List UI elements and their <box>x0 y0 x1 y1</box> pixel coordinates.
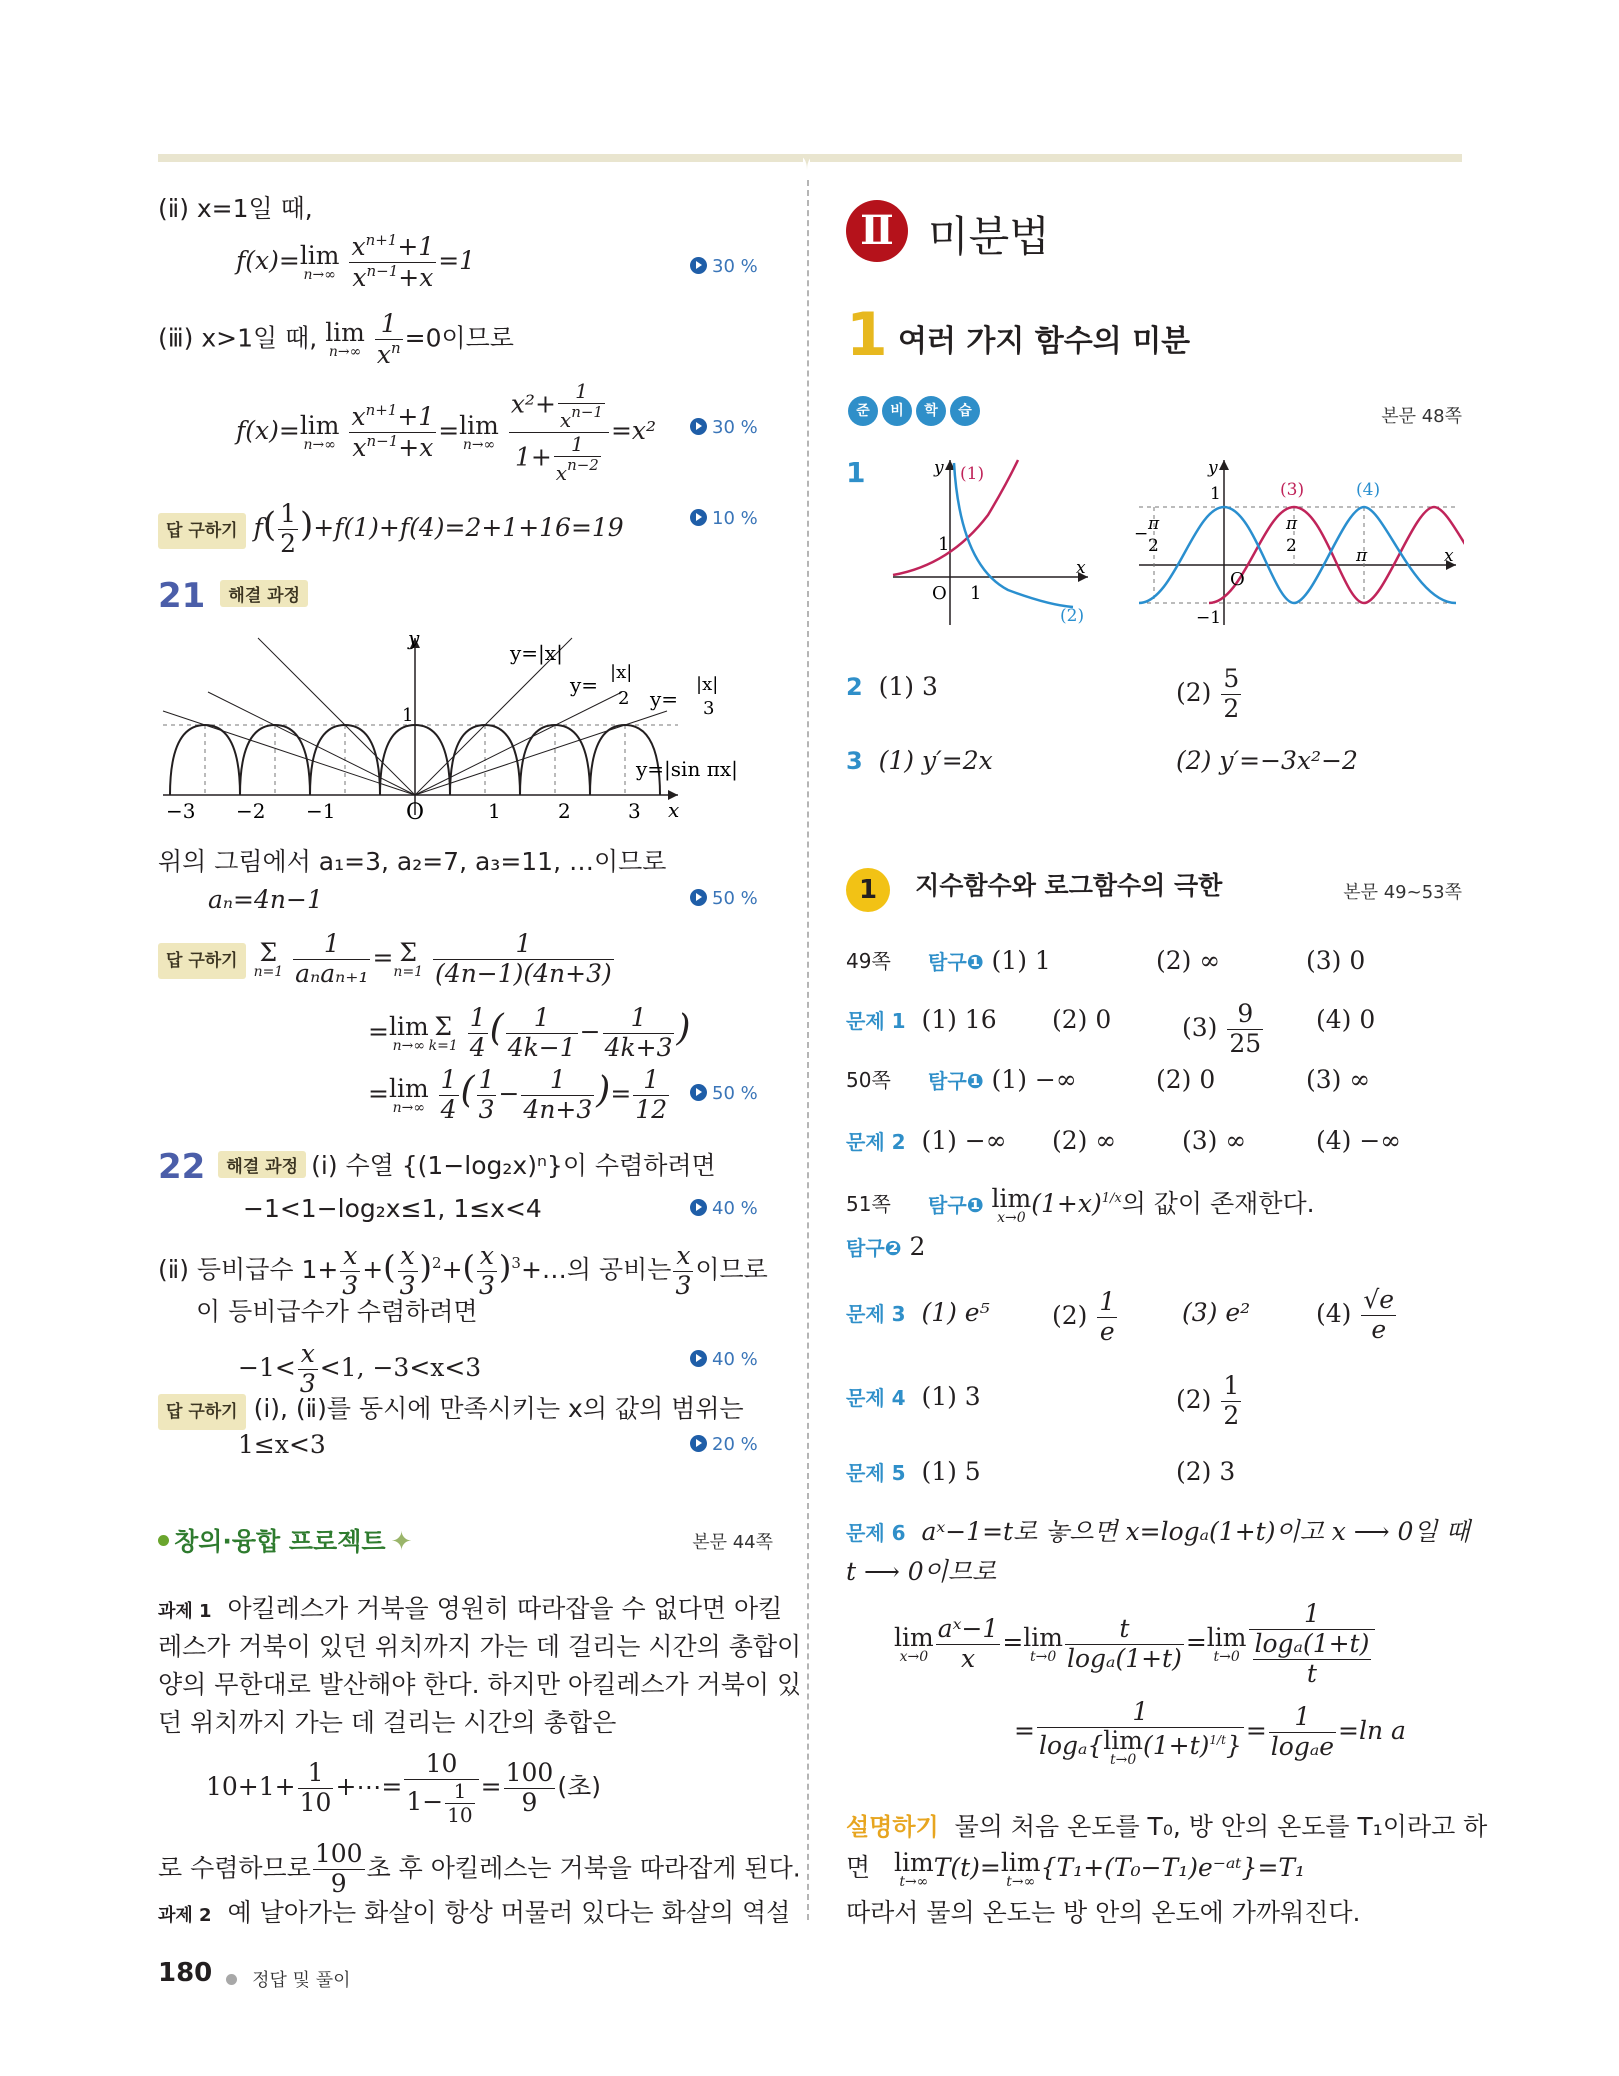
problem-22-header <box>158 1147 716 1187</box>
page-number: 180 <box>158 1958 213 1988</box>
svg-text:x: x <box>1444 546 1454 566</box>
svg-text:3: 3 <box>628 799 641 820</box>
prep-ref: 본문 48쪽 <box>1381 406 1462 427</box>
task1-line3: 양의 무한대로 발산해야 한다. 하지만 아킬레스가 거북이 있 <box>158 1670 802 1699</box>
score-arrow-icon <box>690 1199 707 1216</box>
problem-21-header <box>158 576 308 616</box>
explain-line1: 설명하기 물의 처음 온도를 T₀, 방 안의 온도를 T₁이라고 하 <box>846 1812 1488 1841</box>
svg-text:−3: −3 <box>166 799 196 820</box>
prep-q3: 3 (1) y′=2x <box>846 746 993 775</box>
svg-text:1: 1 <box>938 534 950 555</box>
problem1-b: (2) 0 <box>1052 1005 1112 1034</box>
svg-text:1: 1 <box>970 583 982 604</box>
answer-tag: 답 구하기 <box>158 1394 246 1430</box>
project-header <box>158 1522 773 1558</box>
case3-heading: (ⅲ) x>1일 때, <box>158 323 318 353</box>
task1-tag: 과제 1 <box>158 1601 212 1622</box>
solve-tag: 해결 과정 <box>220 580 308 607</box>
case3-tail: =0이므로 <box>404 323 514 353</box>
task1-conclusion: 로 수렴하므로 $\frac{100}{9}$ 초 후 아킬레스는 거북을 따라잡게 된다. <box>158 1839 801 1898</box>
problem6-eq2: = 1 logₐ{lim t→0 $(1+t)^{1/t}$} = $\frac{1}{\text{logₐe}}$ =ln a <box>1014 1697 1406 1768</box>
row-50c: (3) ∞ <box>1306 1065 1371 1094</box>
score-40-b: 40 % <box>690 1349 758 1370</box>
p22-line3: (ⅱ) 등비급수 1+ $\frac{x}{3}$ +( $\frac{x}{3}$ )$^2$+( $\frac{x}{3}$ )$^3$+…의 공비는 $\frac{x}{3}$ 이므로 <box>158 1241 768 1300</box>
explain-line3: 따라서 물의 온도는 방 안의 온도에 가까워진다. <box>846 1898 1361 1927</box>
problem-21-number: 21 <box>158 576 206 616</box>
puzzle-icon: ✦ <box>390 1527 413 1557</box>
score-arrow-icon <box>690 1435 707 1452</box>
row-49b: (2) ∞ <box>1156 946 1221 975</box>
problem3-d: (4) $\frac{√e}{e}$ <box>1316 1285 1395 1344</box>
score-30-a: 30 % <box>690 256 758 277</box>
case3-line: (ⅲ) x>1일 때, lim n→∞ $\frac{1}{x^n}$ =0이므로 <box>158 309 514 369</box>
footer-label-group <box>226 1966 350 1992</box>
problem1-c: (3) $\frac{9}{25}$ <box>1182 999 1262 1058</box>
page-49-label: 49쪽 <box>846 949 891 973</box>
task1-line4: 던 위치까지 가는 데 걸리는 시간의 총합은 <box>158 1708 617 1737</box>
svg-text:y: y <box>1208 458 1218 478</box>
svg-text:π: π <box>1286 514 1298 534</box>
task2-line: 과제 2 예 날아가는 화살이 항상 머물러 있다는 화살의 역설 <box>158 1898 791 1927</box>
row-49c: (3) 0 <box>1306 946 1366 975</box>
score-50-a: 50 % <box>690 888 758 909</box>
svg-text:O: O <box>1230 569 1245 590</box>
svg-text:−1: −1 <box>1196 608 1222 628</box>
row-51b: 탐구❷ 2 <box>846 1232 926 1261</box>
svg-text:−2: −2 <box>236 799 266 820</box>
case3-equation: f(x)=lim n→∞ $\frac{x^{n+1}+1}{x^{n-1}+x}$ =lim n→∞ x²+ $\frac{1}{x^{n-1}}$ 1+ $\frac{1}{x^{n-2}}$ =x² <box>236 379 657 485</box>
top-rule-right <box>810 154 1462 162</box>
problem4-row: 문제 4 (1) 3 <box>846 1382 981 1411</box>
graph-sin-cos <box>1134 455 1464 635</box>
project-ref: 본문 44쪽 <box>692 1532 773 1553</box>
column-divider <box>807 180 809 1920</box>
score-20: 20 % <box>690 1434 758 1455</box>
top-rule-notch <box>796 154 818 176</box>
topic-header <box>846 866 1462 912</box>
label-one: 1 <box>402 705 414 726</box>
p21-sum-line2: =lim n→∞ Σ k=1 $\frac{1}{4}$ ( $\frac{1}{4k-1}$ − $\frac{1}{4k+3}$ ) <box>368 1003 691 1062</box>
problem6-line1: 문제 6 aˣ−1=t로 놓으면 x=logₐ(1+t)이고 x ⟶ 0일 때 <box>846 1517 1470 1546</box>
problem2-row: 문제 2 (1) −∞ <box>846 1126 1007 1155</box>
label-y-half-1: y= <box>570 673 599 697</box>
answer-tag: 답 구하기 <box>158 513 246 549</box>
svg-text:1: 1 <box>1210 484 1221 504</box>
page-50-label: 50쪽 <box>846 1068 891 1092</box>
svg-text:y: y <box>934 458 944 478</box>
curve-4 <box>1139 507 1456 603</box>
svg-text:π: π <box>1356 546 1368 566</box>
score-arrow-icon <box>690 1350 707 1367</box>
svg-text:2: 2 <box>1286 536 1297 556</box>
p21-sum-line1: 답 구하기 Σ n=1 $\frac{1}{\text{aₙaₙ₊₁}}$ = Σ n=1 $\frac{1}{(4n-1)(4n+3)}$ <box>158 930 616 989</box>
svg-text:(4): (4) <box>1356 480 1381 500</box>
label-y-third-1: y= <box>650 687 679 711</box>
problem-22-number: 22 <box>158 1147 206 1187</box>
svg-text:1: 1 <box>488 799 501 820</box>
problem1-d: (4) 0 <box>1316 1005 1376 1034</box>
answer-20-line: 답 구하기 f( $\frac{1}{2}$ )+f(1)+f(4)=2+1+16=19 <box>158 500 624 559</box>
problem1-row: 문제 1 (1) 16 <box>846 1005 997 1034</box>
answer-tag: 답 구하기 <box>158 943 246 979</box>
score-30-b: 30 % <box>690 417 758 438</box>
task1-line2: 레스가 거북이 있던 위치까지 가는 데 걸리는 시간의 총합이 <box>158 1632 802 1661</box>
x-label: x <box>668 798 680 820</box>
footer-dot-icon <box>226 1974 237 1985</box>
y-label: y <box>408 630 420 650</box>
score-arrow-icon <box>690 257 707 274</box>
graph-21 <box>158 630 778 820</box>
svg-text:2: 2 <box>558 799 571 820</box>
problem3-row: 문제 3 (1) e⁵ <box>846 1298 990 1327</box>
label-y-third-2: |x| <box>696 674 719 695</box>
row-50: 탐구❶ (1) −∞ <box>928 1065 1077 1094</box>
problem2-d: (4) −∞ <box>1316 1126 1402 1155</box>
p21-line1: 위의 그림에서 a₁=3, a₂=7, a₃=11, …이므로 <box>158 847 667 876</box>
origin-label: O <box>406 800 425 820</box>
problem6-line2: t ⟶ 0이므로 <box>846 1557 997 1586</box>
prep-q2b: (2) $\frac{5}{2}$ <box>1176 664 1240 723</box>
problem2-c: (3) ∞ <box>1182 1126 1247 1155</box>
p21-line2: aₙ=4n−1 <box>208 885 323 914</box>
problem6-eq1: lim x→0 $\frac{\text{aˣ−1}}{x}$ =lim t→0 $\frac{t}{\text{logₐ(1+t)}}$ =lim t→0 $\frac{1}{\frac{\text{logₐ(1+t)}}{t}}$ <box>894 1600 1377 1688</box>
label-y-abs-x: y=|x| <box>510 641 563 665</box>
p22-line5: −1< $\frac{x}{3}$ <1, −3<x<3 <box>238 1339 482 1398</box>
svg-text:−1: −1 <box>306 799 336 820</box>
topic-ref: 본문 49~53쪽 <box>1343 882 1462 903</box>
score-arrow-icon <box>690 1084 707 1101</box>
page-51-label: 51쪽 <box>846 1192 891 1216</box>
row-51: 탐구❶ lim x→0 $(1+x)^{1/x}$의 값이 존재한다. <box>928 1184 1315 1226</box>
chapter-badge: Ⅱ <box>846 200 908 262</box>
score-50-b: 50 % <box>690 1083 758 1104</box>
label-y-abs-sin: y=|sin πx| <box>636 757 738 781</box>
p21-sum-line3: =lim n→∞ $\frac{1}{4}$ ( $\frac{1}{3}$ − $\frac{1}{4n+3}$ )= $\frac{1}{12}$ <box>368 1065 668 1124</box>
solve-tag: 해결 과정 <box>218 1151 306 1178</box>
prep-q3b: (2) y′=−3x²−2 <box>1176 746 1358 775</box>
project-title: 창의·융합 프로젝트 <box>174 1527 386 1556</box>
row-49: 탐구❶ (1) 1 <box>928 946 1051 975</box>
prep-badges: 준 비 학 습 <box>848 396 980 426</box>
problem3-b: (2) $\frac{1}{e}$ <box>1052 1287 1116 1346</box>
score-10: 10 % <box>690 508 758 529</box>
svg-text:(1): (1) <box>960 464 985 484</box>
prep-q1: 1 <box>846 456 866 489</box>
top-rule-left <box>158 154 803 162</box>
topic-number: 1 <box>846 868 890 912</box>
explain-line2: 면 lim t→∞ T(t)=lim t→∞ {T₁+(T₀−T₁)e⁻ᵃᵗ}=T₁ <box>846 1848 1306 1890</box>
score-arrow-icon <box>690 889 707 906</box>
label-y-half-2: |x| <box>610 662 633 683</box>
problem5-b: (2) 3 <box>1176 1457 1236 1486</box>
task1-line1: 과제 1 아킬레스가 거북을 영원히 따라잡을 수 없다면 아킬 <box>158 1594 783 1623</box>
chapter-title: 미분법 <box>928 212 1050 261</box>
graph-exp-log <box>888 455 1098 635</box>
problem3-c: (3) e² <box>1182 1298 1251 1327</box>
prep-q2: 2 (1) 3 <box>846 672 938 701</box>
score-arrow-icon <box>690 509 707 526</box>
p22-answer2: 1≤x<3 <box>238 1430 326 1459</box>
score-40-a: 40 % <box>690 1198 758 1219</box>
case2-heading: (ⅱ) x=1일 때, <box>158 194 313 223</box>
svg-text:−: − <box>1134 524 1149 544</box>
bullet-icon <box>158 1535 169 1546</box>
task2-tag: 과제 2 <box>158 1905 212 1926</box>
svg-text:2: 2 <box>1148 536 1159 556</box>
case2-equation: f(x)=lim n→∞ $\frac{x^{n+1}+1}{x^{n-1}+x}$ =1 <box>236 231 476 292</box>
section-number: 1 <box>846 300 888 370</box>
topic-title: 지수함수와 로그함수의 극한 <box>915 871 1223 900</box>
label-y-half-3: 2 <box>618 688 630 709</box>
task1-sum: 10+1+ $\frac{1}{10}$ +⋯= 10 1− $\frac{1}{10}$ = $\frac{100}{9}$ (초) <box>206 1749 601 1827</box>
row-50b: (2) 0 <box>1156 1065 1216 1094</box>
svg-text:x: x <box>1076 558 1086 578</box>
x-tick-labels <box>166 799 641 820</box>
svg-text:π: π <box>1148 514 1160 534</box>
p22-line4: 이 등비급수가 수렴하려면 <box>196 1297 478 1326</box>
label-y-third-3: 3 <box>703 698 715 719</box>
svg-text:O: O <box>932 583 947 604</box>
p22-answer: 답 구하기 (ⅰ), (ⅱ)를 동시에 만족시키는 x의 값의 범위는 <box>158 1392 744 1430</box>
section-title: 여러 가지 함수의 미분 <box>898 324 1191 359</box>
problem2-b: (2) ∞ <box>1052 1126 1117 1155</box>
svg-text:(3): (3) <box>1280 480 1305 500</box>
footer-label: 정답 및 풀이 <box>252 1970 351 1991</box>
p22-line2: −1<1−log₂x≤1, 1≤x<4 <box>243 1194 542 1223</box>
svg-text:(2): (2) <box>1060 606 1085 626</box>
problem4-b: (2) $\frac{1}{2}$ <box>1176 1371 1240 1430</box>
score-arrow-icon <box>690 418 707 435</box>
p22-line1: (ⅰ) 수열 {(1−log₂x)ⁿ}이 수렴하려면 <box>311 1151 716 1180</box>
problem5-row: 문제 5 (1) 5 <box>846 1457 981 1486</box>
answer-20-text: +f(1)+f(4)=2+1+16=19 <box>313 512 624 542</box>
